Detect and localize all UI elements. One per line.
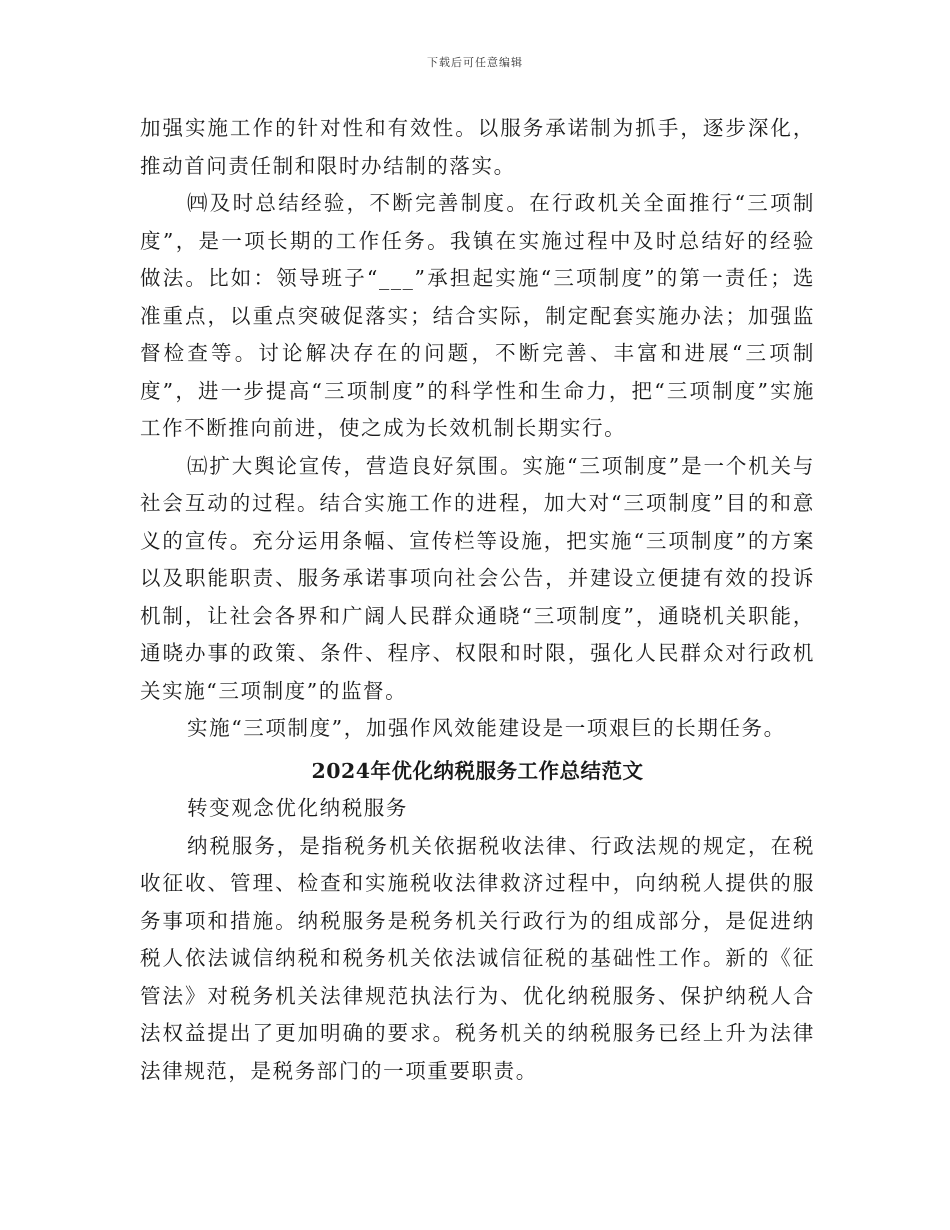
document-body [140, 110, 815, 1090]
page-header-watermark: 下载后可任意编辑 [427, 56, 523, 69]
paragraph-item-4: ㈣及时总结经验，不断完善制度。在行政机关全面推行“三项制度”，是一项长期的工作任务。我镇在实施过程中及时总结好的经验做法。比如：领导班子“___”承担起实施“三项制度”的第一责任；选准重点，以重点突破促落实；结合实际，制定配套实施办法；加强监督检查等。讨论解决存在的问题，不断完善、丰富和进展“三项制度”，进一步提高“三项制度”的科学性和生命力，把“三项制度”实施工作不断推向前进，使之成为长效机制长期实行。 [140, 191, 815, 440]
section-subtitle: 转变观念优化纳税服务 [187, 796, 408, 820]
paragraph-item-5: ㈤扩大舆论宣传，营造良好氛围。实施“三项制度”是一个机关与社会互动的过程。结合实施工作的进程，加大对“三项制度”目的和意义的宣传。充分运用条幅、宣传栏等设施，把实施“三项制度”的方案以及职能职责、服务承诺事项向社会公告，并建设立便捷有效的投诉机制，让社会各界和广阔人民群众通晓“三项制度”，通晓机关职能，通晓办事的政策、条件、程序、权限和时限，强化人民群众对行政机关实施“三项制度”的监督。 [140, 453, 815, 703]
section-title: 2024年优化纳税服务工作总结范文 [311, 758, 644, 783]
paragraph-continued: 加强实施工作的针对性和有效性。以服务承诺制为抓手，逐步深化，推动首问责任制和限时办结制的落实。 [140, 116, 815, 178]
paragraph-closing: 实施“三项制度”，加强作风效能建设是一项艰巨的长期任务。 [187, 716, 786, 740]
paragraph-tax-service: 纳税服务，是指税务机关依据税收法律、行政法规的规定，在税收征收、管理、检查和实施税收法律救济过程中，向纳税人提供的服务事项和措施。纳税服务是税务机关行政行为的组成部分，是促进纳税人依法诚信纳税和税务机关依法诚信征税的基础性工作。新的《征管法》对税务机关法律规范执法行为、优化纳税服务、保护纳税人合法权益提出了更加明确的要求。税务机关的纳税服务已经上升为法律法律规范，是税务部门的一项重要职责。 [140, 833, 815, 1083]
